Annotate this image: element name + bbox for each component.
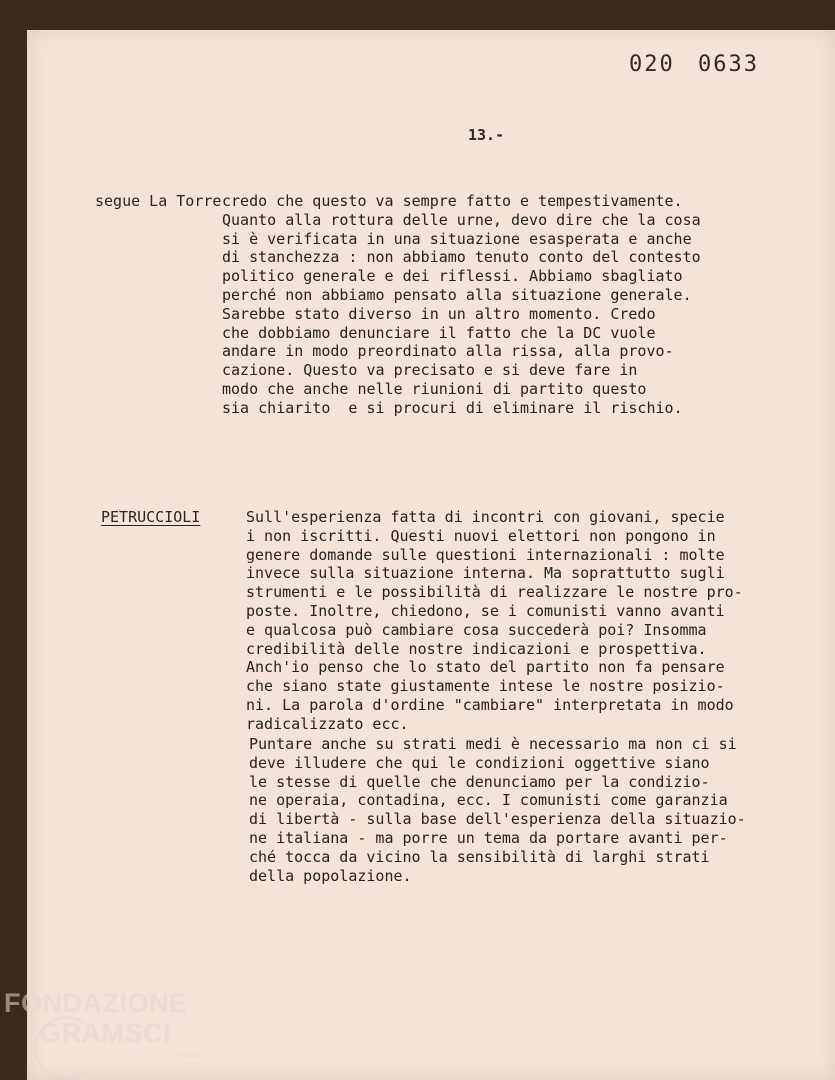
text-line: Anch'io penso che lo stato del partito non fa pensare: [246, 658, 725, 677]
text-line: politico generale e dei riflessi. Abbiamo sbagliato: [222, 267, 683, 286]
text-line: che siano state giustamente intese le nostre posizio-: [246, 677, 725, 696]
text-line: della popolazione.: [249, 866, 412, 885]
text-line: andare in modo preordinato alla rissa, alla provo-: [222, 342, 674, 361]
speaker-label: segue La Torre: [95, 192, 222, 210]
text-line: sia chiarito e si procuri di eliminare il rischio.: [222, 398, 683, 417]
text-line: i non iscritti. Questi nuovi elettori non pongono in: [246, 526, 716, 545]
text-line: Sull'esperienza fatta di incontri con giovani, specie: [246, 508, 725, 526]
text-line: credo che questo va sempre fatto e tempestivamente.: [222, 192, 683, 210]
text-line: ne operaia, contadina, ecc. I comunisti come garanzia: [249, 791, 728, 810]
text-line: strumenti e le possibilità di realizzare le nostre pro-: [246, 583, 743, 602]
watermark: [4, 988, 188, 1048]
watermark-onlus: onlus: [176, 1050, 200, 1061]
text-line: ni. La parola d'ordine "cambiare" interpretata in modo: [246, 695, 734, 714]
text-line: genere domande sulle questioni internazionali : molte: [246, 545, 725, 564]
text-line: si è verificata in una situazione esasperata e anche: [222, 229, 692, 248]
text-line: e qualcosa può cambiare cosa succederà poi? Insomma: [246, 620, 707, 639]
text-line: radicalizzato ecc.: [246, 714, 409, 733]
text-line: modo che anche nelle riunioni di partito questo: [222, 379, 647, 398]
archive-number: 020 0633: [629, 52, 759, 77]
text-line: le stesse di quelle che denunciamo per la condizio-: [249, 772, 710, 791]
watermark-line2: GRAMSCI: [40, 1018, 171, 1048]
text-line: perché non abbiamo pensato alla situazione generale.: [222, 285, 692, 304]
speech-paragraph: [246, 508, 743, 734]
speaker-label: PETRUCCIOLI: [101, 508, 201, 526]
text-line: ne italiana - ma porre un tema da portare avanti per-: [249, 828, 728, 847]
text-line: poste. Inoltre, chiedono, se i comunisti vanno avanti: [246, 601, 725, 620]
watermark-line1: FONDAZIONE: [4, 988, 188, 1018]
text-line: Sarebbe stato diverso in un altro momento. Credo: [222, 304, 656, 323]
text-line: che dobbiamo denunciare il fatto che la DC vuole: [222, 323, 656, 342]
speech-paragraph: [222, 192, 701, 418]
text-line: di libertà - sulla base dell'esperienza della situazio-: [249, 810, 746, 829]
speech-paragraph: [249, 735, 746, 885]
text-line: Puntare anche su strati medi è necessario ma non ci si: [249, 735, 737, 753]
text-line: invece sulla situazione interna. Ma soprattutto sugli: [246, 564, 725, 583]
page-label: 13.-: [468, 126, 505, 144]
text-line: credibilità delle nostre indicazioni e prospettiva.: [246, 639, 707, 658]
text-line: cazione. Questo va precisato e si deve fare in: [222, 361, 638, 380]
text-line: Quanto alla rottura delle urne, devo dire che la cosa: [222, 210, 701, 229]
text-line: di stanchezza : non abbiamo tenuto conto del contesto: [222, 248, 701, 267]
text-line: ché tocca da vicino la sensibilità di larghi strati: [249, 847, 710, 866]
text-line: deve illudere che qui le condizioni oggettive siano: [249, 753, 710, 772]
